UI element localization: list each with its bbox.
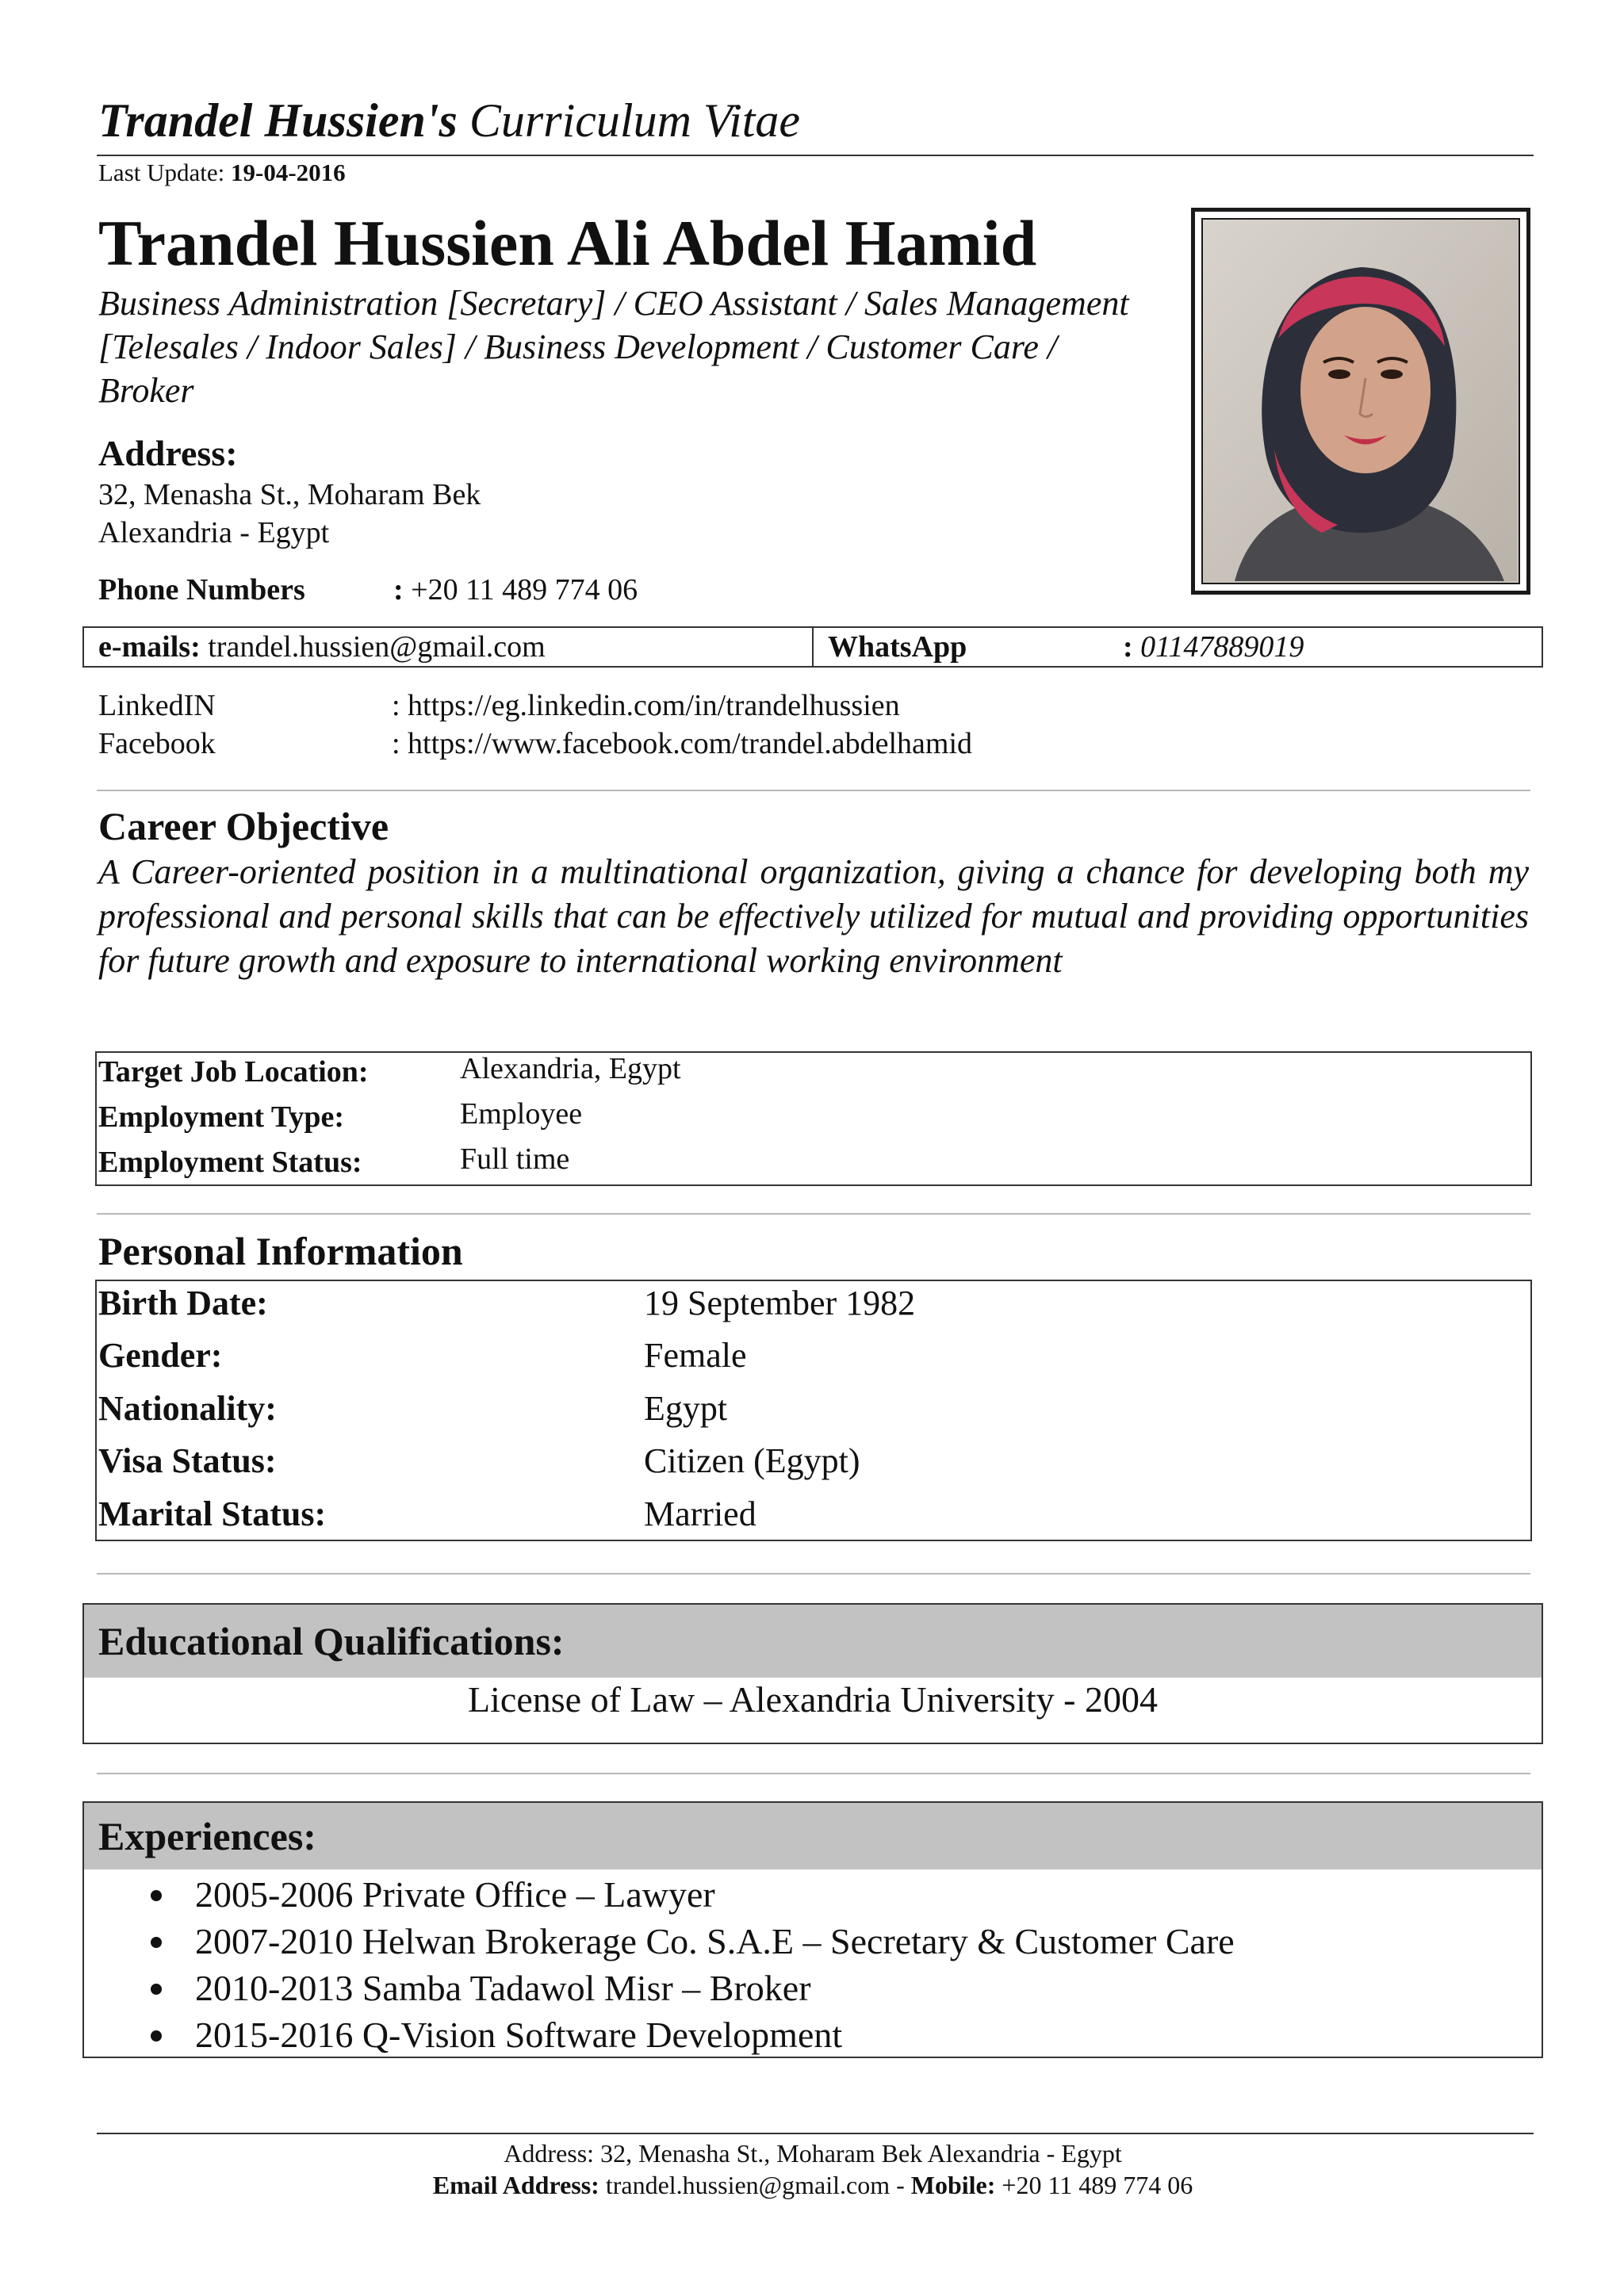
footer-separator: - (896, 2171, 905, 2199)
portrait-photo-icon (1203, 220, 1517, 581)
linkedin-label: LinkedIN (98, 689, 216, 722)
experience-item: 2015-2016 Q-Vision Software Development (195, 2015, 843, 2055)
bullet-icon (151, 1890, 162, 1901)
linkedin-link[interactable]: : https://eg.linkedin.com/in/trandelhussien (392, 689, 900, 722)
bullet-icon (151, 2030, 162, 2042)
facebook-label: Facebook (98, 727, 216, 760)
experience-item: 2007-2010 Helwan Brokerage Co. S.A.E – Secretary & Customer Care (195, 1921, 1235, 1961)
email-cell (98, 629, 546, 666)
visa-status-label: Visa Status: (98, 1441, 277, 1480)
footer-contact (82, 2169, 1543, 2202)
last-update-value: 19-04-2016 (231, 159, 346, 186)
title-name: Trandel Hussien's (98, 94, 458, 147)
last-update (98, 157, 346, 189)
personal-information-heading: Personal Information (98, 1229, 463, 1273)
headline: Business Administration [Secretary] / CEO Assistant / Sales Management [Telesales / Indoor Sales] / Business Development / Customer Care / Broker (98, 284, 1129, 410)
portrait-photo (1201, 218, 1520, 584)
portrait-photo-frame (1191, 208, 1530, 595)
experience-item: 2005-2006 Private Office – Lawyer (195, 1874, 715, 1915)
career-objective-heading: Career Objective (98, 804, 389, 848)
footer-mobile-label: Mobile: (910, 2171, 996, 2199)
footer-rule (97, 2133, 1534, 2134)
bullet-icon (151, 1937, 162, 1948)
title-rest: Curriculum Vitae (469, 94, 801, 147)
footer-address: Address: 32, Menasha St., Moharam Bek Alexandria - Egypt (504, 2139, 1122, 2168)
full-name: Trandel Hussien Ali Abdel Hamid (98, 207, 1037, 279)
gender-value: Female (644, 1336, 747, 1375)
birth-date-value: 19 September 1982 (644, 1284, 916, 1322)
footer-mobile-value: +20 11 489 774 06 (1002, 2171, 1193, 2199)
facebook-link[interactable]: : https://www.facebook.com/trandel.abdelhamid (392, 727, 973, 760)
footer-email-label: Email Address: (432, 2171, 599, 2199)
document-title (98, 92, 800, 149)
section-separator (97, 1213, 1530, 1215)
experience-item: 2010-2013 Samba Tadawol Misr – Broker (195, 1968, 811, 2008)
address-line-2: Alexandria - Egypt (98, 516, 330, 549)
bullet-icon (151, 1984, 162, 1995)
nationality-label: Nationality: (98, 1389, 277, 1428)
section-separator (97, 1773, 1530, 1774)
whatsapp-cell (1123, 629, 1304, 666)
phone-colon: : (393, 573, 404, 607)
birth-date-label: Birth Date: (98, 1284, 268, 1322)
whatsapp-label: WhatsApp (828, 630, 967, 664)
employment-status-label: Employment Status: (98, 1146, 362, 1179)
phone-number: +20 11 489 774 06 (411, 573, 638, 607)
footer-email-value[interactable]: trandel.hussien@gmail.com (605, 2171, 891, 2199)
address-heading: Address: (98, 433, 238, 473)
education-entry: License of Law – Alexandria University - 2004 (468, 1679, 1158, 1720)
employment-type-label: Employment Type: (98, 1100, 344, 1134)
gender-label: Gender: (98, 1336, 223, 1375)
email-label: e-mails: (98, 630, 201, 664)
whatsapp-colon: : (1123, 630, 1133, 664)
phone-label: Phone Numbers (98, 573, 305, 607)
visa-status-value: Citizen (Egypt) (644, 1441, 860, 1480)
whatsapp-value: 01147889019 (1140, 630, 1304, 664)
employment-type-value: Employee (460, 1097, 583, 1131)
education-heading: Educational Qualifications: (98, 1619, 565, 1663)
address-line-1: 32, Menasha St., Moharam Bek (98, 478, 481, 511)
contact-table-divider (812, 628, 814, 666)
marital-status-label: Marital Status: (98, 1494, 327, 1533)
phone-value (393, 571, 638, 610)
marital-status-value: Married (644, 1494, 756, 1533)
header-rule (97, 155, 1534, 156)
experiences-heading: Experiences: (98, 1814, 316, 1858)
target-job-location-value: Alexandria, Egypt (460, 1052, 681, 1085)
career-objective-text: A Career-oriented position in a multinational organization, giving a chance for developing both my professional and personal skills that can be effectively utilized for mutual and providing opportunities for future growth and exposure to international working environment (98, 852, 1529, 980)
nationality-value: Egypt (644, 1389, 728, 1428)
section-separator (97, 790, 1530, 791)
section-separator (97, 1573, 1530, 1575)
target-job-location-label: Target Job Location: (98, 1055, 369, 1089)
last-update-label: Last Update: (98, 159, 225, 186)
employment-status-value: Full time (460, 1142, 570, 1176)
email-value[interactable]: trandel.hussien@gmail.com (208, 630, 546, 664)
